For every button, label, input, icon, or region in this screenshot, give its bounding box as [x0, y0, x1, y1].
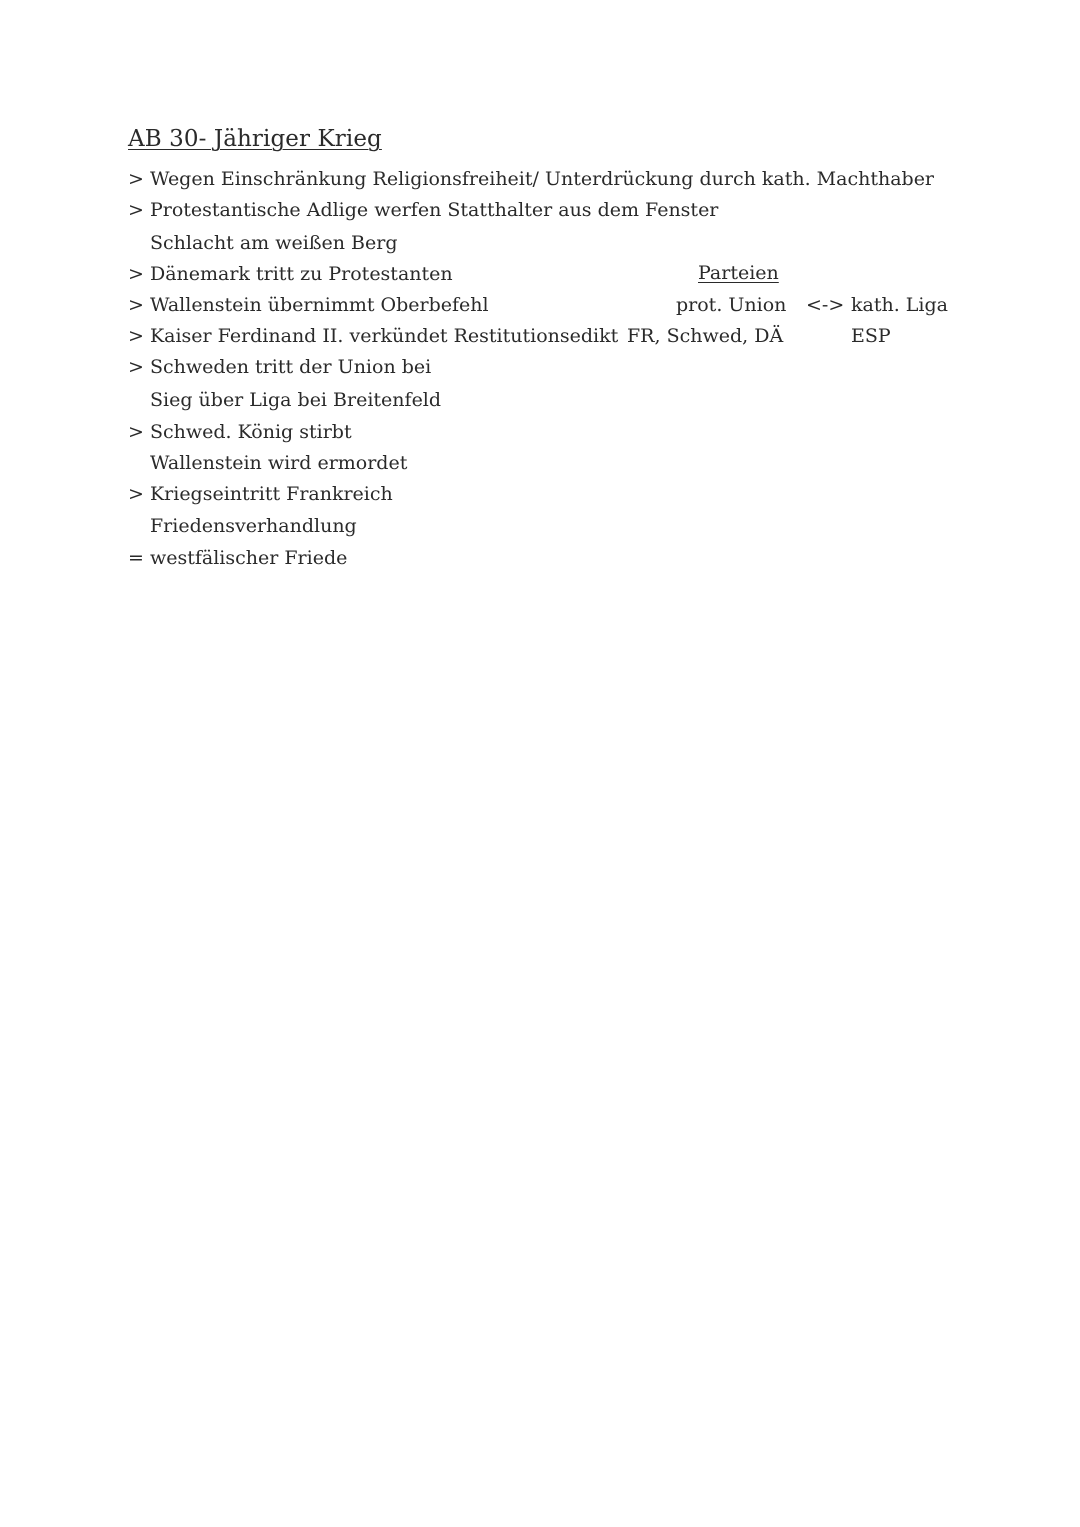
note-line: Wallenstein wird ermordet [150, 452, 408, 474]
right-party: kath. Liga [851, 294, 948, 316]
note-line: = westfälischer Friede [128, 547, 348, 569]
right-allies: ESP [851, 325, 891, 347]
note-line: > Wegen Einschränkung Religionsfreiheit/ Unterdrückung durch kath. Machthaber [128, 168, 935, 190]
left-allies: FR, Schwed, DÄ [627, 325, 784, 347]
note-line: > Schweden tritt der Union bei [128, 356, 432, 378]
note-line: > Kaiser Ferdinand II. verkündet Restitutionsedikt [128, 325, 619, 347]
party-arrow: <-> [806, 294, 845, 316]
note-line: > Wallenstein übernimmt Oberbefehl [128, 294, 489, 316]
parteien-heading: Parteien [698, 262, 779, 284]
document-title: AB 30- Jähriger Krieg [128, 126, 382, 152]
note-line: > Schwed. König stirbt [128, 421, 352, 443]
note-line: Schlacht am weißen Berg [150, 232, 398, 254]
note-line: Sieg über Liga bei Breitenfeld [150, 389, 442, 411]
note-line: > Protestantische Adlige werfen Statthalter aus dem Fenster [128, 199, 719, 221]
note-line: Friedensverhandlung [150, 515, 357, 537]
note-line: > Dänemark tritt zu Protestanten [128, 263, 453, 285]
note-line: > Kriegseintritt Frankreich [128, 483, 393, 505]
left-party: prot. Union [676, 294, 787, 316]
